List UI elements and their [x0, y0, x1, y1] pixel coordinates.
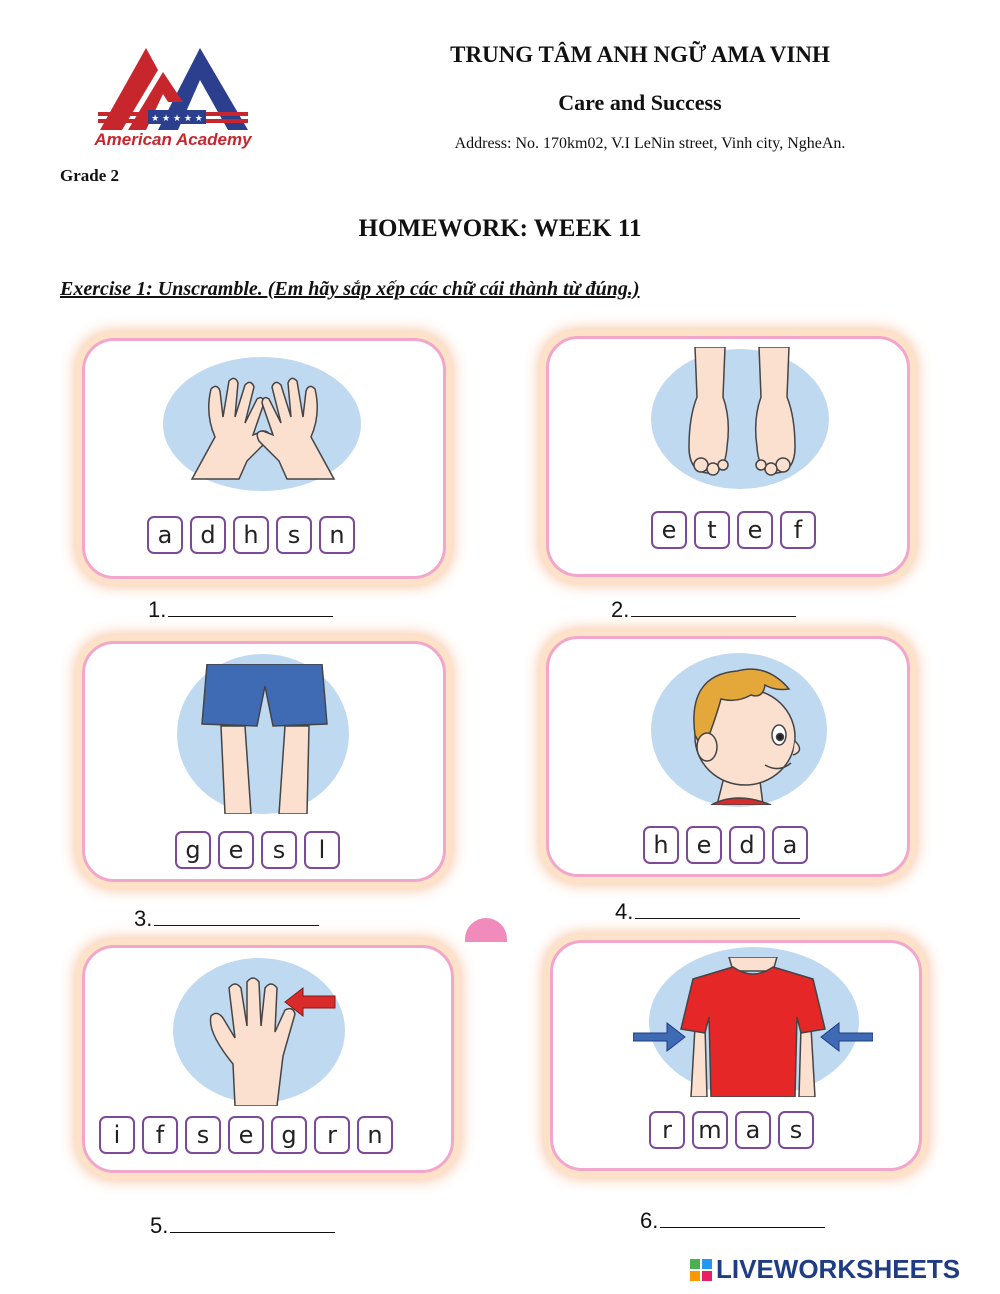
- exercise-card-1: [82, 338, 446, 579]
- letter-tile[interactable]: n: [319, 516, 355, 554]
- answer-blank[interactable]: [635, 898, 800, 919]
- exercise-instruction: Exercise 1: Unscramble. (Em hãy sắp xếp các chữ cái thành từ đúng.): [60, 278, 640, 300]
- letter-tile[interactable]: f: [780, 511, 816, 549]
- decorative-dot: [465, 918, 507, 942]
- answer-5: [150, 1212, 335, 1239]
- letter-tile[interactable]: r: [649, 1111, 685, 1149]
- exercise-card-5: [82, 945, 454, 1173]
- answer-blank[interactable]: [170, 1212, 335, 1233]
- letter-tile[interactable]: i: [99, 1116, 135, 1154]
- answer-2: [611, 596, 796, 623]
- letter-tile[interactable]: h: [233, 516, 269, 554]
- exercise-card-3: [82, 641, 446, 882]
- svg-text:★ ★ ★ ★ ★: ★ ★ ★ ★ ★: [151, 114, 203, 124]
- letter-tile[interactable]: d: [729, 826, 765, 864]
- letter-tile[interactable]: a: [772, 826, 808, 864]
- exercise-card-2: [546, 336, 910, 577]
- letter-tile[interactable]: e: [737, 511, 773, 549]
- letter-tile[interactable]: n: [357, 1116, 393, 1154]
- letter-tile[interactable]: t: [694, 511, 730, 549]
- letter-tile[interactable]: g: [175, 831, 211, 869]
- head-picture: [667, 655, 817, 805]
- fingers-picture: [185, 966, 345, 1106]
- letter-tile[interactable]: s: [185, 1116, 221, 1154]
- grade-label: Grade 2: [60, 166, 120, 185]
- letter-tile[interactable]: e: [228, 1116, 264, 1154]
- logo-text: American Academy: [94, 130, 252, 149]
- answer-6: [640, 1207, 825, 1234]
- letter-tile[interactable]: s: [778, 1111, 814, 1149]
- brand-text: LIVEWORKSHEETS: [716, 1254, 961, 1284]
- motto: Care and Success: [558, 90, 722, 115]
- letter-tile[interactable]: m: [692, 1111, 728, 1149]
- letter-tile[interactable]: f: [142, 1116, 178, 1154]
- letter-tile[interactable]: a: [147, 516, 183, 554]
- hands-picture: [177, 369, 349, 481]
- address: Address: No. 170km02, V.I LeNin street, Vinh city, NgheAn.: [454, 135, 846, 152]
- letter-tiles: [175, 831, 340, 869]
- letter-tiles: [649, 1111, 814, 1149]
- legs-picture: [197, 664, 332, 814]
- answer-blank[interactable]: [168, 596, 333, 617]
- letter-tile[interactable]: r: [314, 1116, 350, 1154]
- answer-1: [148, 596, 333, 623]
- answer-blank[interactable]: [631, 596, 796, 617]
- letter-tile[interactable]: s: [276, 516, 312, 554]
- letter-tile[interactable]: e: [651, 511, 687, 549]
- letter-tile[interactable]: l: [304, 831, 340, 869]
- school-name: TRUNG TÂM ANH NGỮ AMA VINH: [450, 42, 830, 67]
- letter-tiles: [99, 1116, 393, 1154]
- letter-tile[interactable]: a: [735, 1111, 771, 1149]
- page-title: HOMEWORK: WEEK 11: [358, 215, 642, 242]
- letter-tile[interactable]: e: [218, 831, 254, 869]
- answer-number: 5.: [150, 1213, 169, 1238]
- arms-picture: [633, 957, 873, 1097]
- letter-tile[interactable]: g: [271, 1116, 307, 1154]
- liveworksheets-brand[interactable]: [690, 1254, 960, 1285]
- feet-picture: [667, 347, 817, 482]
- answer-number: 3.: [134, 906, 153, 931]
- answer-4: [615, 898, 800, 925]
- answer-3: [134, 905, 319, 932]
- answer-number: 1.: [148, 597, 167, 622]
- exercise-card-6: [550, 940, 922, 1171]
- letter-tile[interactable]: h: [643, 826, 679, 864]
- exercise-card-4: [546, 636, 910, 877]
- letter-tiles: [147, 516, 355, 554]
- liveworksheets-logo-icon: [690, 1259, 712, 1281]
- letter-tile[interactable]: e: [686, 826, 722, 864]
- answer-number: 6.: [640, 1208, 659, 1233]
- letter-tile[interactable]: s: [261, 831, 297, 869]
- answer-blank[interactable]: [660, 1207, 825, 1228]
- letter-tile[interactable]: d: [190, 516, 226, 554]
- answer-blank[interactable]: [154, 905, 319, 926]
- answer-number: 2.: [611, 597, 630, 622]
- academy-logo: [88, 40, 258, 152]
- answer-number: 4.: [615, 899, 634, 924]
- letter-tiles: [643, 826, 808, 864]
- letter-tiles: [651, 511, 816, 549]
